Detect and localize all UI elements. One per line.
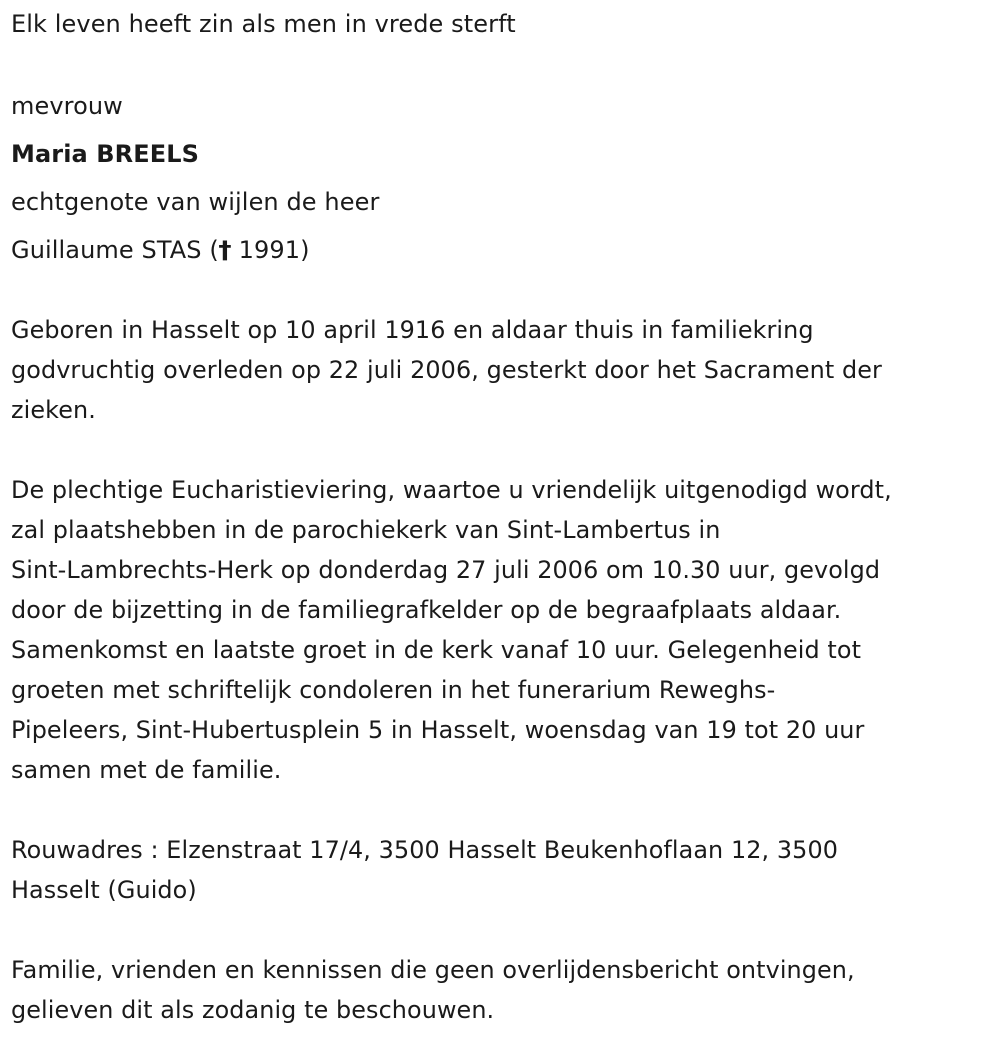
service-paragraph — [11, 470, 991, 790]
cross-icon: † — [218, 236, 232, 264]
spouse-line — [11, 230, 310, 270]
service-line: Samenkomst en laatste groet in de kerk vanaf 10 uur. Gelegenheid tot — [11, 636, 862, 664]
spouse-intro: echtgenote van wijlen de heer — [11, 188, 380, 216]
address-line: Hasselt (Guido) — [11, 876, 197, 904]
address-paragraph — [11, 830, 991, 910]
service-line: groeten met schriftelijk condoleren in het funerarium Reweghs- — [11, 676, 776, 704]
birth-paragraph — [11, 310, 991, 430]
address-line: Rouwadres : Elzenstraat 17/4, 3500 Hasselt Beukenhoflaan 12, 3500 — [11, 836, 839, 864]
service-line: zal plaatshebben in de parochiekerk van Sint-Lambertus in — [11, 516, 721, 544]
service-line: Pipeleers, Sint-Hubertusplein 5 in Hasselt, woensdag van 19 tot 20 uur — [11, 716, 865, 744]
deceased-name: Maria BREELS — [11, 140, 200, 168]
closing-line: Familie, vrienden en kennissen die geen overlijdensbericht ontvingen, — [11, 956, 855, 984]
closing-line: gelieven dit als zodanig te beschouwen. — [11, 996, 495, 1024]
service-line: door de bijzetting in de familiegrafkelder op de begraafplaats aldaar. — [11, 596, 842, 624]
service-line: De plechtige Eucharistieviering, waartoe u vriendelijk uitgenodigd wordt, — [11, 476, 892, 504]
title-prefix: mevrouw — [11, 92, 123, 120]
service-line: Sint-Lambrechts-Herk op donderdag 27 juli 2006 om 10.30 uur, gevolgd — [11, 556, 881, 584]
service-line: samen met de familie. — [11, 756, 282, 784]
motto: Elk leven heeft zin als men in vrede sterft — [11, 10, 516, 38]
closing-paragraph — [11, 950, 991, 1030]
spouse-year: 1991) — [230, 236, 310, 264]
birth-line: godvruchtig overleden op 22 juli 2006, gesterkt door het Sacrament der — [11, 356, 882, 384]
birth-line: zieken. — [11, 396, 96, 424]
birth-line: Geboren in Hasselt op 10 april 1916 en aldaar thuis in familiekring — [11, 316, 814, 344]
spouse-name: Guillaume STAS ( — [11, 236, 219, 264]
